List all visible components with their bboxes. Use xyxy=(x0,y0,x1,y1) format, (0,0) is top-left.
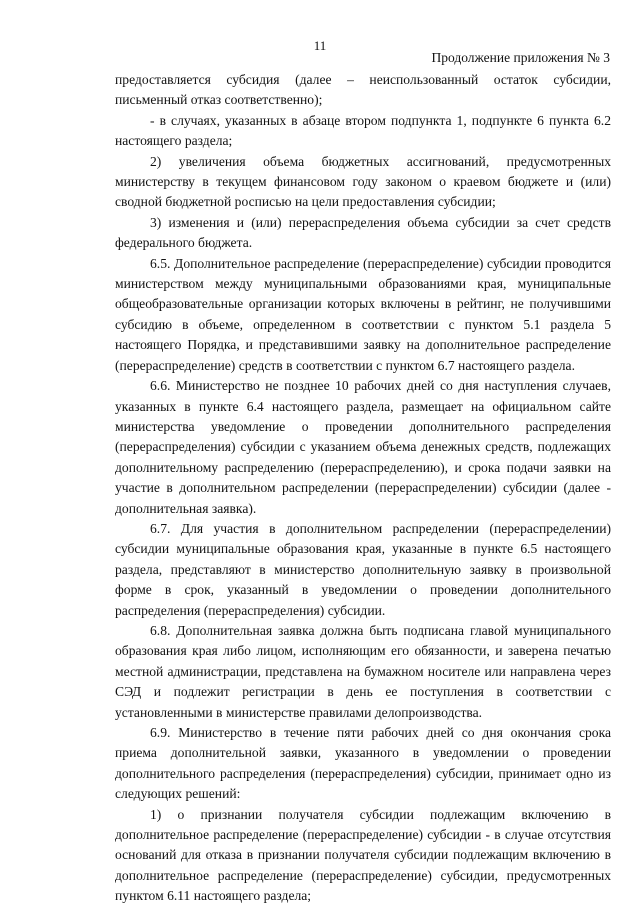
document-body xyxy=(115,70,611,907)
paragraph-6-6: 6.6. Министерство не позднее 10 рабочих дней со дня наступления случаев, указанных в пункте 6.4 настоящего раздела, размещает на официальном сайте министерства уведомление о проведении дополнительного распределения (перераспределения) субсидии с указанием объема денежных средств, подлежащих дополнительному распределению (перераспределению), и срока подачи заявки на участие в дополнительном распределении (перераспределении) субсидии (далее - дополнительная заявка). xyxy=(115,378,611,516)
paragraph-continuation: предоставляется субсидия (далее – неиспользованный остаток субсидии, письменный отказ соответственно); xyxy=(115,72,611,108)
paragraph-6-4-item-3: 3) изменения и (или) перераспределения объема субсидии за счет средств федерального бюджета. xyxy=(115,214,611,251)
paragraph-6-4-case-dash: - в случаях, указанных в абзаце втором подпункта 1, подпункте 6 пункта 6.2 настоящего раздела; xyxy=(115,112,611,149)
paragraph-6-9-item-1: 1) о признании получателя субсидии подлежащим включению в дополнительное распределение (перераспределение) субсидии - в случае отсутствия оснований для отказа в признании получателя субсидии подлежащим включению в дополнительное распределение (перераспределение) субсидии, предусмотренных пунктом 6.11 настоящего раздела; xyxy=(115,806,611,904)
appendix-note: Продолжение приложения № 3 xyxy=(431,50,610,65)
paragraph-6-9: 6.9. Министерство в течение пяти рабочих дней со дня окончания срока приема дополнительной заявки, указанного в уведомлении о проведении дополнительного распределения (перераспределения) субсидии, принимает одно из следующих решений: xyxy=(115,725,611,802)
paragraph-6-7: 6.7. Для участия в дополнительном распределении (перераспределении) субсидии муниципальные образования края, указанные в пункте 6.5 настоящего раздела, представляют в министерство дополнительную заявку в произвольной форме в срок, указанный в уведомлении о проведении дополнительного распределения (перераспределения) субсидии. xyxy=(115,520,611,618)
page-number: 11 xyxy=(313,38,327,53)
paragraph-6-8: 6.8. Дополнительная заявка должна быть подписана главой муниципального образования края либо лицом, исполняющим его обязанности, и заверена печатью местной администрации, представлена на бумажном носителе или направлена через СЭД и подлежит регистрации в день ее поступления в соответствии с установленными в министерстве правилами делопроизводства. xyxy=(115,622,611,720)
paragraph-6-4-item-2: 2) увеличения объема бюджетных ассигнований, предусмотренных министерству в текущем финансовом году законом о краевом бюджете и (или) сводной бюджетной росписью на цели предоставления субсидии; xyxy=(115,153,611,210)
paragraph-6-5: 6.5. Дополнительное распределение (перераспределение) субсидии проводится министерством между муниципальными образованиями края, муниципальные общеобразовательные организации которых включены в рейтинг, не получившими субсидию в объеме, определенном в соответствии с пунктом 5.1 раздела 5 настоящего Порядка, и представившими заявку на дополнительное распределение (перераспределение) средств в соответствии с пунктом 6.7 настоящего раздела. xyxy=(115,255,611,373)
